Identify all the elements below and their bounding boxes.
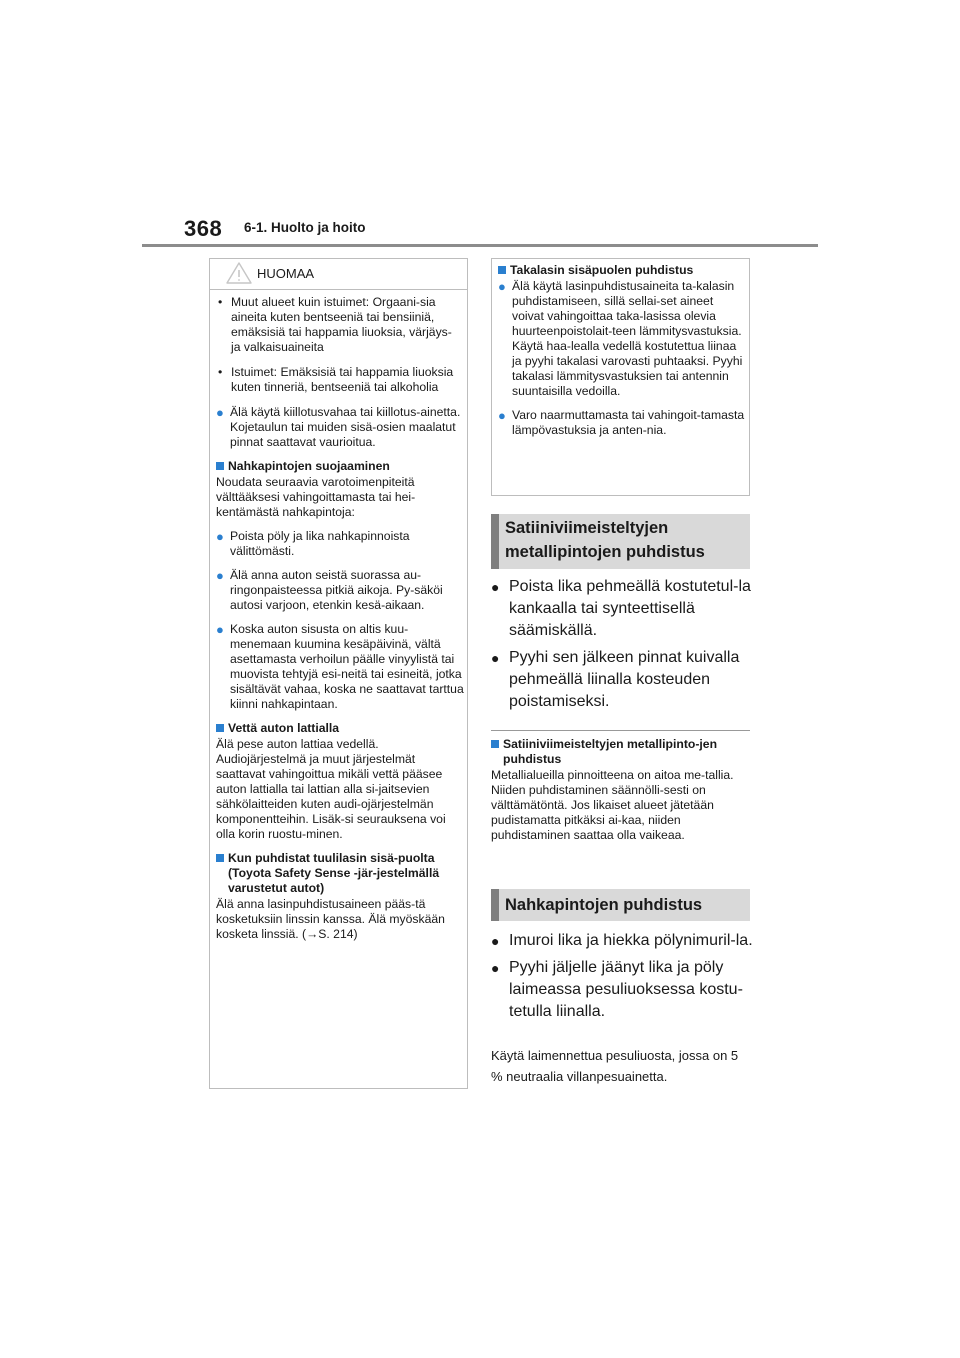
notice-body (216, 295, 464, 951)
subsection-title: Takalasin sisäpuolen puhdistus (498, 263, 746, 278)
circle-bullet-icon: ● (216, 568, 224, 583)
warning-triangle-icon (226, 262, 252, 284)
paragraph: Noudata seuraavia varotoimenpiteitä välttääksesi vahingoittamasta tai hei-kentämästä nahkapintoja: (216, 475, 416, 519)
circle-bullet-icon: ● (498, 279, 506, 294)
rear-window-box (491, 258, 750, 496)
list-item: ● Älä käytä lasinpuhdistusaineita ta-kalasin puhdistamiseen, sillä sellai-set aineet voivat vahingoittaa taka-lasissa olevia huurteenpoistolait-teen lämmitysvastuksia. Käytä haa-lealla vedellä kostutettua liinaa ja pyyhi takalasi varovasti puhtaaksi. Pyyhi takalasi lämmitysvastuksien tai antennin suuntaisilla vedoilla. (498, 279, 743, 398)
leather-note: Käytä laimennettua pesuliuosta, jossa on 5 % neutraalia villanpesuainetta. (491, 1048, 739, 1084)
rear-window-body (498, 263, 746, 447)
list-item: ● Älä anna auton seistä suorassa au-ringonpaisteessa pitkiä aikoja. Py-säköi autosi varjoon, etenkin kesä-aikaan. (216, 568, 443, 612)
bullet-icon: ● (491, 960, 500, 976)
circle-bullet-icon: ● (498, 408, 506, 423)
list-item: ● Imuroi lika ja hiekka pölynimuril-la. (491, 930, 753, 952)
square-marker-icon (216, 854, 224, 862)
paragraph: Metallialueilla pinnoitteena on aitoa me-tallia. Niiden puhdistaminen säännölli-sesti on välttämätöntä. Jos likaiset alueet jätetään pudistamatta pitkäksi ai-kaa, niiden puhdistaminen saattaa olla vaikeaa. (491, 768, 734, 842)
list-item: ● Koska auton sisusta on altis kuu-menemaan kuumina kesäpäivinä, vältä asettamasta verhoilun päälle vinyylistä tai muovista tehtyjä esi-neitä tai esineitä, jotka sisältävät vahaa, koska ne saattavat tarttua kiinni nahkapintaan. (216, 622, 464, 711)
notice-box (209, 258, 468, 1089)
list-item: ● Poista lika pehmeällä kostutetul-la kankaalla tai synteettisellä säämiskällä. (491, 576, 753, 642)
subsection-title: Nahkapintojen suojaaminen (216, 459, 464, 474)
notice-divider (210, 289, 467, 290)
bullet-icon: ● (491, 650, 500, 666)
square-marker-icon (216, 462, 224, 470)
square-marker-icon (491, 740, 499, 748)
subsection-title: Kun puhdistat tuulilasin sisä-puolta (Toyota Safety Sense -jär-jestelmällä varustetut autot) (216, 851, 464, 896)
subsection-title: Vettä auton lattialla (216, 721, 464, 736)
circle-bullet-icon: ● (216, 622, 224, 637)
list-item: • Istuimet: Emäksisiä tai happamia liuoksia kuten tinneriä, bentseeniä tai alkoholia (218, 365, 454, 394)
list-item: ● Varo naarmuttamasta tai vahingoit-tamasta lämpövastuksia ja anten-nia. (498, 408, 745, 437)
square-marker-icon (498, 266, 506, 274)
paragraph: Älä anna lasinpuhdistusaineen pääs-tä kosketuksiin linssin kanssa. Älä myöskään kosketa linssiä. (→S. 214) (216, 897, 445, 941)
leather-heading: Nahkapintojen puhdistus (491, 889, 750, 921)
satin-heading: Satiiniviimeisteltyjen metallipintojen puhdistus (491, 514, 750, 569)
list-item: ● Älä käytä kiillotusvahaa tai kiillotus-ainetta. Kojetaulun tai muiden sisä-osien maalatut pinnat saattavat vaurioitua. (216, 405, 461, 449)
circle-bullet-icon: ● (216, 405, 224, 420)
page-number: 368 (184, 216, 223, 241)
satin-subsection (491, 737, 753, 852)
list-item: ● Poista pöly ja lika nahkapinnoista välittömästi. (216, 529, 410, 558)
bullet-icon: ● (491, 579, 500, 595)
notice-title: HUOMAA (257, 266, 315, 281)
list-item: ● Pyyhi jäljelle jäänyt lika ja pöly laimeassa pesuliuoksessa kostu-tetulla liinalla. (491, 957, 753, 1023)
divider (491, 730, 750, 731)
satin-list (491, 576, 753, 718)
section-title: 6-1. Huolto ja hoito (244, 220, 366, 235)
bullet-icon: ● (491, 933, 500, 949)
subsection-title: Satiiniviimeisteltyjen metallipinto-jen puhdistus (491, 737, 753, 767)
list-item: ● Pyyhi sen jälkeen pinnat kuivalla pehmeällä liinalla kosteuden poistamiseksi. (491, 647, 753, 713)
circle-bullet-icon: ● (216, 529, 224, 544)
paragraph: Älä pese auton lattiaa vedellä. Audiojärjestelmä ja muut järjestelmät saattavat vahingoittua mikäli vettä pääsee auton lattialla tai lattian alla si-jaitsevien sähkölaitteiden kuten audi-ojärjestelmän komponentteihin. Lisäk-si seurauksena voi olla korin ruostu-minen. (216, 737, 446, 841)
notice-header (210, 259, 467, 289)
square-marker-icon (216, 724, 224, 732)
leather-list (491, 930, 753, 1028)
header-rule (142, 244, 818, 247)
list-item: • Muut alueet kuin istuimet: Orgaani-sia aineita kuten bentseeniä tai bensiiniä, emäksisiä tai happamia liuoksia, värjäys- ja valkaisuaineita (218, 295, 452, 354)
